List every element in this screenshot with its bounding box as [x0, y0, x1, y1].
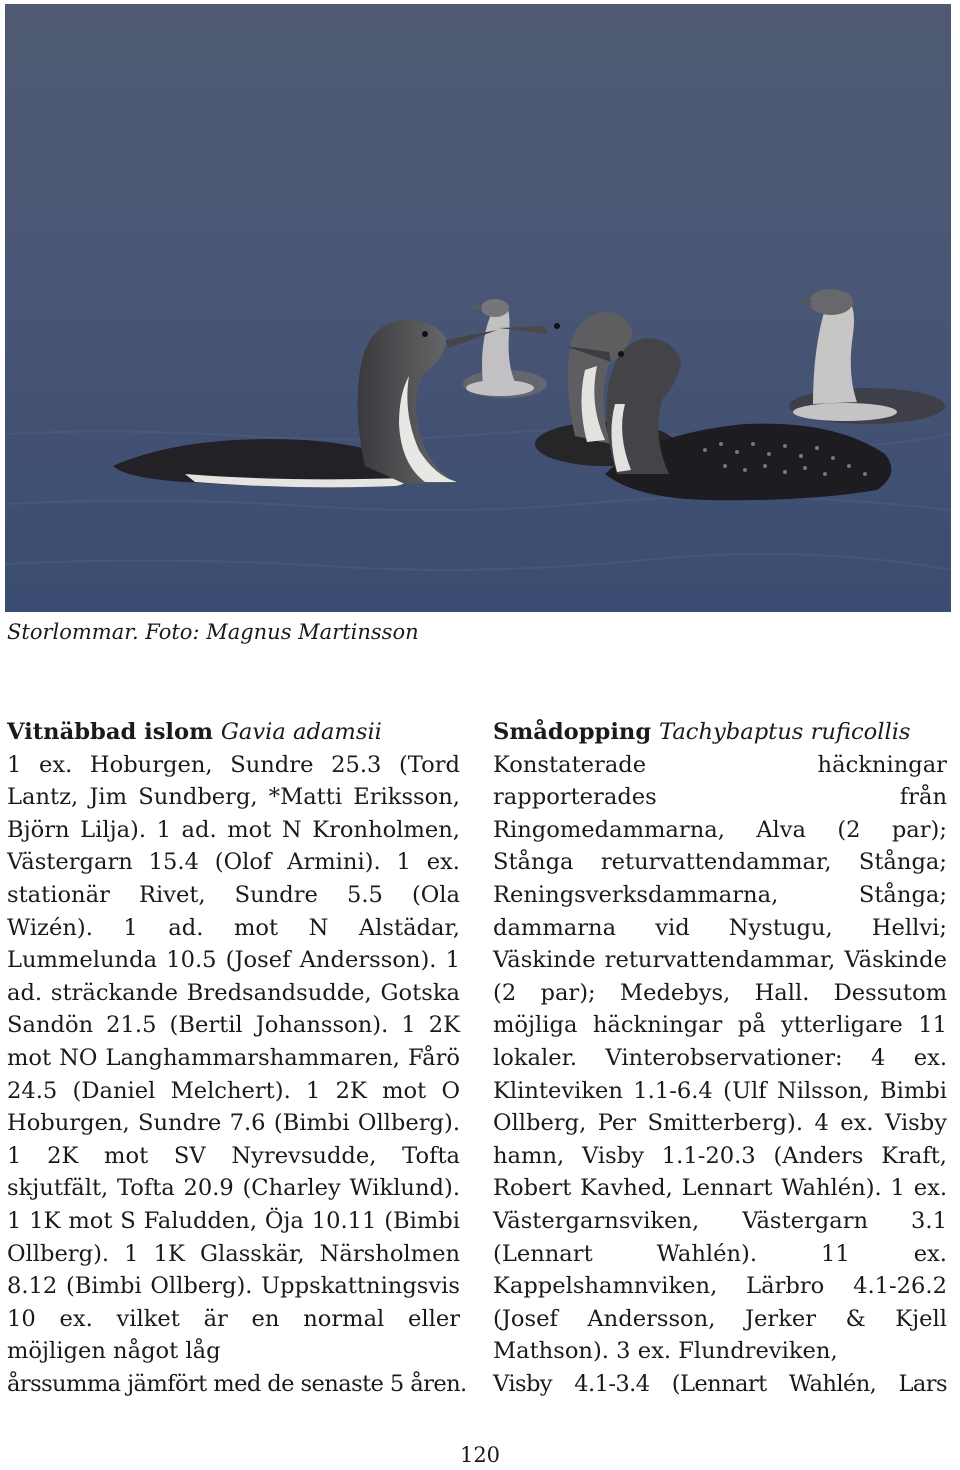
- species-body-last-line: Visby 4.1-3.4 (Lennart Wahlén, Lars: [493, 1370, 947, 1397]
- species-body: Konstaterade häckningar rapporterades från Ringomedammarna, Alva (2 par); Stånga returvattendammar, Stånga; Reningsverksdammarna, Stånga; dammarna vid Nystugu, Hellvi; Väskinde returvattendammar, Väskinde (2 par); Medebys, Hall. Dessutom möjliga häckningar på ytterligare 11 lokaler. Vinterobservationer: 4 ex. Klinteviken 1.1-6.4 (Ulf Nilsson, Bimbi Ollberg, Per Smitterberg). 4 ex. Visby hamn, Visby 1.1-20.3 (Anders Kraft, Robert Kavhed, Lennart Wahlén). 1 ex. Västergarnsviken, Västergarn 3.1 (Lennart Wahlén). 11 ex. Kappelshamnviken, Lärbro 4.1-26.2 (Josef Andersson, Jerker & Kjell Mathson). 3 ex. Flundreviken,: [493, 751, 947, 1365]
- right-column: [493, 716, 947, 1400]
- species-heading: [7, 719, 382, 745]
- species-body: 1 ex. Hoburgen, Sundre 25.3 (Tord Lantz, Jim Sundberg, *Matti Eriksson, Björn Lilja). 1 ad. mot N Kronholmen, Västergarn 15.4 (Olof Armini). 1 ex. stationär Rivet, Sundre 5.5 (Ola Wizén). 1 ad. mot N Alstädar, Lummelunda 10.5 (Josef Andersson). 1 ad. sträckande Bredsandsudde, Gotska Sandön 21.5 (Bertil Johansson). 1 2K mot NO Langhammarshammaren, Fårö 24.5 (Daniel Melchert). 1 2K mot O Hoburgen, Sundre 7.6 (Bimbi Ollberg). 1 2K mot SV Nyrevsudde, Tofta skjutfält, Tofta 20.9 (Charley Wiklund). 1 1K mot S Faludden, Öja 10.11 (Bimbi Ollberg). 1 1K Glasskär, Närsholmen 8.12 (Bimbi Ollberg). Uppskattningsvis 10 ex. vilket är en normal eller möjligen något låg: [7, 751, 460, 1365]
- species-name: Smådopping: [493, 719, 652, 745]
- species-name: Vitnäbbad islom: [7, 719, 213, 745]
- species-body-last-line: årssumma jämfört med de senaste 5 åren.: [7, 1370, 467, 1397]
- left-column: [7, 716, 467, 1400]
- loons-photo: [5, 4, 951, 612]
- species-heading: [493, 719, 911, 745]
- photo-caption: Storlommar. Foto: Magnus Martinsson: [7, 620, 419, 644]
- scientific-name: Tachybaptus ruficollis: [659, 719, 911, 745]
- scientific-name: Gavia adamsii: [220, 719, 382, 745]
- page-number: 120: [459, 1443, 501, 1467]
- loons-on-water-photo-icon: [5, 4, 951, 612]
